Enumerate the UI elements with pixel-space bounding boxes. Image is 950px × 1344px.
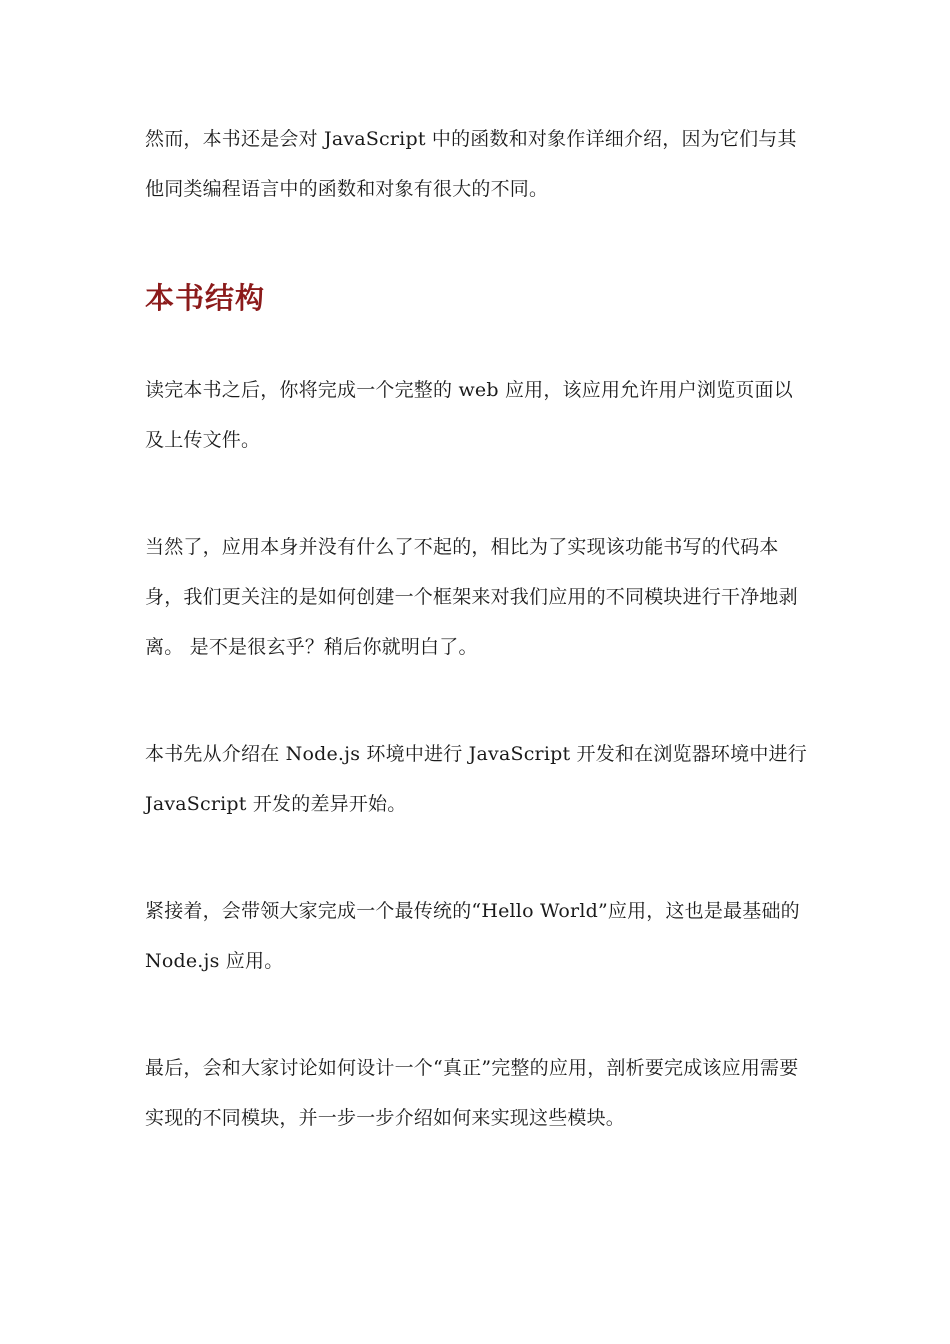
paragraph-5: 最后，会和大家讨论如何设计一个“真正”完整的应用，剖析要完成该应用需要实现的不同模块，并一步一步介绍如何来实现这些模块。 [145,1057,799,1129]
paragraph-1: 读完本书之后，你将完成一个完整的 web 应用，该应用允许用户浏览页面以及上传文件。 [145,379,793,451]
paragraph-4: 紧接着，会带领大家完成一个最传统的“Hello World”应用，这也是最基础的 Node.js 应用。 [145,900,800,972]
paragraph-2: 当然了，应用本身并没有什么了不起的，相比为了实现该功能书写的代码本身，我们更关注的是如何创建一个框架来对我们应用的不同模块进行干净地剥离。 是不是很玄乎？稍后你就明白了。 [145,536,798,658]
section-heading: 本书结构 [145,281,266,315]
intro-paragraph: 然而，本书还是会对 JavaScript 中的函数和对象作详细介绍，因为它们与其他同类编程语言中的函数和对象有很大的不同。 [145,128,797,200]
paragraph-3: 本书先从介绍在 Node.js 环境中进行 JavaScript 开发和在浏览器环境中进行 JavaScript 开发的差异开始。 [145,743,807,815]
